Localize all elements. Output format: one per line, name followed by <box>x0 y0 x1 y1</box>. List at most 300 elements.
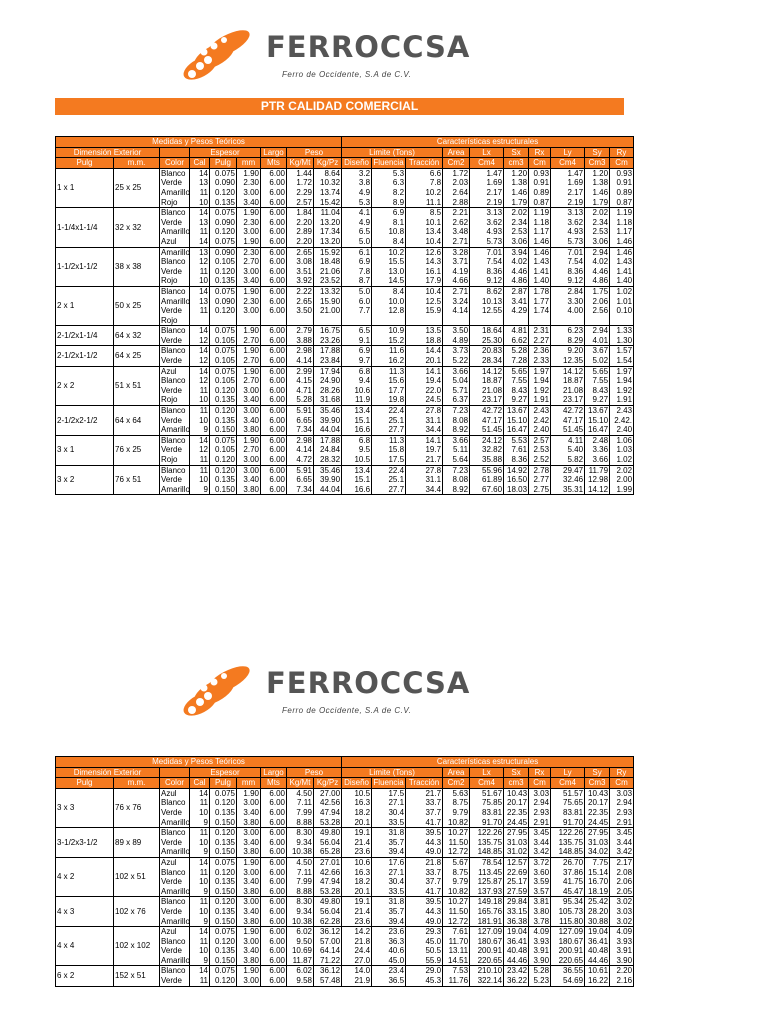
value-cell: 62.28 <box>314 917 342 927</box>
value-cell: 13.74 <box>314 188 342 198</box>
color-cell: Amarillo <box>161 187 190 197</box>
header-unit: Cm2 <box>443 158 470 169</box>
header-unit: m.m. <box>114 158 160 169</box>
table-row <box>56 168 634 178</box>
value-cell: 2.71 <box>443 237 470 247</box>
value-cell: 18.19 <box>585 887 610 897</box>
value-cell: 6.00 <box>261 198 287 208</box>
value-cell: 13 <box>190 178 210 188</box>
value-cell: 7.54 <box>551 257 585 267</box>
value-cell: 3.02 <box>610 917 634 927</box>
value-cell: 10.9 <box>372 326 406 336</box>
value-cell: 11 <box>190 406 210 416</box>
value-cell: 8.4 <box>372 286 406 296</box>
value-cell: 0.090 <box>210 178 237 188</box>
value-cell: 11.76 <box>443 976 470 986</box>
value-cell: 11 <box>190 455 210 465</box>
value-cell: 7.75 <box>585 857 610 867</box>
value-cell: 12.5 <box>406 297 443 307</box>
value-cell: 41.75 <box>551 877 585 887</box>
value-cell: 14.12 <box>551 366 585 376</box>
value-cell: 8.64 <box>314 168 342 178</box>
spec-table <box>55 756 634 987</box>
value-cell: 42.66 <box>314 868 342 878</box>
value-cell: 6.00 <box>261 857 287 867</box>
value-cell: 2.94 <box>529 798 551 808</box>
value-cell: 1.19 <box>610 208 634 218</box>
value-cell: 19.1 <box>342 897 372 907</box>
value-cell: 2.87 <box>504 286 529 296</box>
value-cell: 12.6 <box>406 247 443 257</box>
value-cell: 17.5 <box>372 455 406 465</box>
dimension-pulg: 1-1/4x1-1/4 <box>56 208 114 247</box>
value-cell: 2.53 <box>585 227 610 237</box>
value-cell: 0.150 <box>210 847 237 857</box>
value-cell: 1.46 <box>504 188 529 198</box>
color-cell: Verde <box>160 356 190 366</box>
value-cell: 6.00 <box>261 208 287 218</box>
value-cell: 1.18 <box>610 218 634 228</box>
value-cell: 10.0 <box>372 297 406 307</box>
value-cell: 3.80 <box>237 887 261 897</box>
value-cell: 24.45 <box>585 818 610 828</box>
value-cell: 35.46 <box>314 465 342 475</box>
value-cell: 23.6 <box>342 917 372 927</box>
value-cell: 6.02 <box>287 966 314 976</box>
value-cell: 7.54 <box>470 257 504 267</box>
value-cell: 9.5 <box>342 445 372 455</box>
value-cell: 0.10 <box>610 306 634 316</box>
header-unit: Mts <box>261 158 287 169</box>
value-cell: 28.34 <box>470 356 504 366</box>
value-cell: 14 <box>190 857 210 867</box>
value-cell: 6.00 <box>261 267 287 277</box>
value-cell: 14.4 <box>406 346 443 356</box>
value-cell: 42.56 <box>314 798 342 808</box>
value-cell: 2.05 <box>610 887 634 897</box>
value-cell: 41.7 <box>406 818 443 828</box>
value-cell: 4.14 <box>443 306 470 316</box>
value-cell: 17.7 <box>372 386 406 396</box>
value-cell: 6.62 <box>504 336 529 346</box>
value-cell: 3.00 <box>237 897 261 907</box>
value-cell: 39.5 <box>406 897 443 907</box>
value-cell: 26.70 <box>551 857 585 867</box>
value-cell: 75.85 <box>470 798 504 808</box>
brand-name: FERROCCSA <box>266 30 471 64</box>
value-cell: 18.8 <box>406 336 443 346</box>
value-cell: 42.72 <box>470 406 504 416</box>
value-cell: 51.45 <box>551 425 585 435</box>
value-cell: 1.38 <box>504 178 529 188</box>
value-cell: 6.8 <box>342 366 372 376</box>
value-cell: 1.74 <box>529 306 551 316</box>
value-cell: 27.95 <box>504 828 529 838</box>
table-row <box>56 966 634 976</box>
value-cell: 13.20 <box>314 237 342 247</box>
value-cell: 0.120 <box>210 227 237 237</box>
value-cell: 23.52 <box>314 276 342 286</box>
value-cell: 8.9 <box>372 198 406 208</box>
value-cell: 1.06 <box>610 435 634 445</box>
value-cell: 6.00 <box>261 917 287 927</box>
value-cell: 13.67 <box>585 406 610 416</box>
value-cell: 9 <box>190 425 210 435</box>
value-cell: 8.36 <box>470 267 504 277</box>
header-largo: Largo <box>261 767 287 778</box>
value-cell: 8.92 <box>443 485 470 495</box>
value-cell <box>610 316 634 326</box>
color-cell: Verde <box>160 946 190 956</box>
color-cell: Blanco <box>160 326 190 336</box>
value-cell: 10 <box>190 416 210 426</box>
value-cell: 3.06 <box>504 237 529 247</box>
value-cell: 1.46 <box>529 247 551 257</box>
value-cell: 39.4 <box>372 917 406 927</box>
value-cell: 2.30 <box>237 247 261 257</box>
value-cell: 165.76 <box>470 907 504 917</box>
value-cell: 27.95 <box>585 828 610 838</box>
value-cell: 0.075 <box>210 966 237 976</box>
value-cell: 1.41 <box>610 267 634 277</box>
value-cell: 1.03 <box>610 445 634 455</box>
value-cell: 0.105 <box>210 336 237 346</box>
dimension-pulg: 6 x 2 <box>56 966 114 986</box>
color-cell: Blanco <box>160 286 190 296</box>
header-blank <box>160 767 190 778</box>
value-cell: 2.98 <box>287 435 314 445</box>
dimension-pulg: 2-1/2x2-1/2 <box>56 406 114 436</box>
value-cell: 11 <box>190 976 210 986</box>
value-cell: 3.8 <box>342 178 372 188</box>
value-cell: 6.00 <box>261 475 287 485</box>
value-cell: 6.65 <box>287 475 314 485</box>
value-cell: 15.42 <box>314 198 342 208</box>
value-cell: 4.09 <box>610 927 634 937</box>
value-cell: 6.1 <box>342 247 372 257</box>
value-cell: 7.11 <box>287 798 314 808</box>
value-cell: 3.44 <box>610 838 634 848</box>
value-cell: 0.135 <box>210 877 237 887</box>
value-cell: 16.22 <box>585 976 610 986</box>
header-unit: Cm4 <box>551 778 585 789</box>
header-unit: cm3 <box>504 158 529 169</box>
value-cell: 137.93 <box>470 887 504 897</box>
value-cell: 18.87 <box>470 376 504 386</box>
value-cell: 42.72 <box>551 406 585 416</box>
value-cell: 45.0 <box>372 956 406 966</box>
value-cell: 22.4 <box>372 465 406 475</box>
value-cell: 14 <box>190 168 210 178</box>
value-cell: 21.06 <box>314 267 342 277</box>
value-cell: 49.80 <box>314 897 342 907</box>
value-cell <box>504 316 529 326</box>
table-header <box>56 137 634 169</box>
value-cell: 33.5 <box>372 887 406 897</box>
value-cell: 22.4 <box>372 406 406 416</box>
table-row <box>56 366 634 376</box>
value-cell: 95.34 <box>551 897 585 907</box>
value-cell: 0.120 <box>210 188 237 198</box>
value-cell: 14.92 <box>504 465 529 475</box>
value-cell: 45.47 <box>551 887 585 897</box>
value-cell: 23.17 <box>551 395 585 405</box>
dimension-mm: 102 x 76 <box>114 897 160 927</box>
value-cell: 6.00 <box>261 227 287 237</box>
value-cell: 13.4 <box>406 227 443 237</box>
value-cell: 3.36 <box>585 445 610 455</box>
value-cell: 4.00 <box>551 306 585 316</box>
value-cell: 220.65 <box>551 956 585 966</box>
value-cell: 19.04 <box>585 927 610 937</box>
value-cell: 2.43 <box>529 406 551 416</box>
color-cell: Amarillo <box>161 955 190 965</box>
value-cell: 1.54 <box>610 356 634 366</box>
value-cell: 5.65 <box>585 366 610 376</box>
value-cell: 220.65 <box>470 956 504 966</box>
value-cell: 3.13 <box>470 208 504 218</box>
value-cell: 1.90 <box>237 168 261 178</box>
value-cell: 1.91 <box>529 395 551 405</box>
value-cell: 0.090 <box>210 297 237 307</box>
value-cell: 10 <box>190 276 210 286</box>
value-cell: 1.69 <box>551 178 585 188</box>
value-cell <box>443 316 470 326</box>
value-cell: 39.4 <box>372 847 406 857</box>
value-cell: 6.00 <box>261 445 287 455</box>
dimension-pulg: 1-1/2x1-1/2 <box>56 247 114 286</box>
value-cell: 5.63 <box>443 788 470 798</box>
value-cell: 2.65 <box>287 297 314 307</box>
value-cell: 17.5 <box>372 788 406 798</box>
value-cell <box>287 316 314 326</box>
page-title: PTR CALIDAD COMERCIAL <box>55 98 624 115</box>
value-cell: 3.91 <box>610 946 634 956</box>
value-cell: 4.50 <box>287 857 314 867</box>
value-cell: 12 <box>190 356 210 366</box>
value-cell: 28.32 <box>314 455 342 465</box>
value-cell: 1.02 <box>610 455 634 465</box>
value-cell: 14.12 <box>585 485 610 495</box>
value-cell: 5.3 <box>372 168 406 178</box>
value-cell: 6.00 <box>261 356 287 366</box>
value-cell: 49.0 <box>406 847 443 857</box>
header-unit: Color <box>160 158 190 169</box>
dimension-pulg: 4 x 4 <box>56 927 114 966</box>
value-cell: 1.72 <box>287 178 314 188</box>
value-cell <box>342 316 372 326</box>
color-cell: Azul <box>160 237 190 247</box>
value-cell: 7.53 <box>443 966 470 976</box>
value-cell: 13.4 <box>342 465 372 475</box>
value-cell: 3.80 <box>237 485 261 495</box>
value-cell: 5.22 <box>443 356 470 366</box>
value-cell: 1.19 <box>529 208 551 218</box>
color-cell: Verde <box>160 976 190 986</box>
value-cell: 3.94 <box>504 247 529 257</box>
header-unit: Fluencia <box>373 158 404 168</box>
table-row <box>56 897 634 907</box>
value-cell: 3.13 <box>551 208 585 218</box>
value-cell: 9 <box>190 956 210 966</box>
value-cell: 4.15 <box>287 376 314 386</box>
value-cell: 8.88 <box>287 887 314 897</box>
value-cell: 7.55 <box>585 376 610 386</box>
value-cell: 9.34 <box>287 907 314 917</box>
value-cell: 10 <box>190 475 210 485</box>
header-ly: Ly <box>551 767 585 778</box>
value-cell: 0.075 <box>210 788 237 798</box>
value-cell <box>372 316 406 326</box>
value-cell: 6.65 <box>287 416 314 426</box>
value-cell: 1.84 <box>287 208 314 218</box>
value-cell: 1.90 <box>237 237 261 247</box>
value-cell: 2.94 <box>585 247 610 257</box>
value-cell: 6.00 <box>261 168 287 178</box>
value-cell: 3.00 <box>237 306 261 316</box>
value-cell: 56.04 <box>314 838 342 848</box>
value-cell: 19.04 <box>504 927 529 937</box>
value-cell: 3.03 <box>610 788 634 798</box>
value-cell: 0.075 <box>210 346 237 356</box>
value-cell: 16.6 <box>342 425 372 435</box>
value-cell: 9.79 <box>443 877 470 887</box>
value-cell: 32.82 <box>470 445 504 455</box>
value-cell: 0.150 <box>210 887 237 897</box>
value-cell: 8.43 <box>585 386 610 396</box>
value-cell: 1.46 <box>529 237 551 247</box>
value-cell: 2.08 <box>610 868 634 878</box>
value-cell: 3.00 <box>237 798 261 808</box>
value-cell: 0.135 <box>210 838 237 848</box>
value-cell: 3.00 <box>237 455 261 465</box>
value-cell: 322.14 <box>470 976 504 986</box>
value-cell: 5.73 <box>470 237 504 247</box>
value-cell: 0.120 <box>210 455 237 465</box>
value-cell: 5.64 <box>443 455 470 465</box>
value-cell: 5.28 <box>529 966 551 976</box>
value-cell: 1.97 <box>529 366 551 376</box>
value-cell: 22.35 <box>585 808 610 818</box>
value-cell: 1.79 <box>585 198 610 208</box>
color-cell: Blanco <box>160 257 190 267</box>
value-cell: 2.70 <box>237 445 261 455</box>
value-cell: 181.91 <box>470 917 504 927</box>
value-cell: 3.40 <box>237 395 261 405</box>
value-cell: 15.2 <box>372 336 406 346</box>
value-cell: 15.5 <box>372 257 406 267</box>
value-cell: 14.2 <box>342 927 372 937</box>
table-row <box>56 286 634 296</box>
value-cell: 67.60 <box>470 485 504 495</box>
value-cell: 11.87 <box>287 956 314 966</box>
header-espesor: Espesor <box>190 767 261 778</box>
value-cell: 6.00 <box>261 808 287 818</box>
value-cell: 1.79 <box>504 198 529 208</box>
value-cell: 31.1 <box>406 475 443 485</box>
value-cell: 9 <box>190 485 210 495</box>
value-cell: 49.0 <box>406 917 443 927</box>
dimension-pulg: 2-1/2x1-1/2 <box>56 346 114 366</box>
value-cell <box>529 316 551 326</box>
value-cell: 10 <box>190 838 210 848</box>
value-cell: 9.34 <box>287 838 314 848</box>
value-cell: 7.7 <box>342 306 372 316</box>
value-cell: 24.12 <box>470 435 504 445</box>
color-cell: Blanco <box>160 798 190 808</box>
header-unit: Cm <box>529 778 551 789</box>
value-cell: 2.20 <box>287 237 314 247</box>
value-cell: 31.1 <box>406 416 443 426</box>
header-unit: cm3 <box>504 778 529 789</box>
value-cell: 6.00 <box>261 297 287 307</box>
color-cell: Amarillo <box>161 817 190 827</box>
value-cell: 7.99 <box>287 877 314 887</box>
value-cell <box>314 316 342 326</box>
value-cell: 14 <box>190 927 210 937</box>
value-cell: 0.105 <box>210 356 237 366</box>
value-cell: 10 <box>190 907 210 917</box>
value-cell: 5.73 <box>551 237 585 247</box>
value-cell: 0.075 <box>210 435 237 445</box>
color-cell: Amarillo <box>161 484 190 494</box>
value-cell: 15.1 <box>342 416 372 426</box>
value-cell: 11 <box>190 386 210 396</box>
steel-tubes-icon <box>180 24 264 82</box>
value-cell: 1.17 <box>610 227 634 237</box>
value-cell: 9.1 <box>342 336 372 346</box>
table-row <box>56 208 634 218</box>
value-cell: 44.3 <box>406 907 443 917</box>
value-cell: 0.135 <box>210 416 237 426</box>
value-cell: 9.27 <box>504 395 529 405</box>
value-cell: 22.0 <box>406 386 443 396</box>
table-row <box>56 927 634 937</box>
value-cell: 14.1 <box>406 366 443 376</box>
value-cell: 6.00 <box>261 218 287 228</box>
value-cell: 34.4 <box>406 425 443 435</box>
value-cell: 10.82 <box>443 887 470 897</box>
value-cell: 0.120 <box>210 976 237 986</box>
value-cell: 56.04 <box>314 907 342 917</box>
value-cell: 12.8 <box>372 306 406 316</box>
value-cell: 10.13 <box>470 297 504 307</box>
value-cell: 6.00 <box>261 897 287 907</box>
value-cell: 36.3 <box>372 937 406 947</box>
value-cell: 1.90 <box>237 326 261 336</box>
value-cell: 3.00 <box>237 465 261 475</box>
header-unit: Mts <box>261 778 287 789</box>
value-cell: 0.090 <box>210 218 237 228</box>
value-cell: 11 <box>190 897 210 907</box>
header-sx: Sx <box>504 147 529 158</box>
value-cell: 135.75 <box>470 838 504 848</box>
value-cell: 1.18 <box>529 218 551 228</box>
value-cell: 3.24 <box>443 297 470 307</box>
value-cell: 14 <box>190 286 210 296</box>
value-cell: 10.38 <box>287 917 314 927</box>
value-cell: 10.69 <box>287 946 314 956</box>
value-cell: 5.82 <box>551 455 585 465</box>
value-cell: 3.72 <box>529 857 551 867</box>
value-cell: 200.91 <box>470 946 504 956</box>
value-cell: 29.84 <box>504 897 529 907</box>
value-cell: 17.88 <box>314 435 342 445</box>
value-cell: 7.8 <box>342 267 372 277</box>
header-unit: Kg/Pz <box>314 158 342 169</box>
value-cell: 2.31 <box>529 326 551 336</box>
value-cell: 3.51 <box>287 267 314 277</box>
